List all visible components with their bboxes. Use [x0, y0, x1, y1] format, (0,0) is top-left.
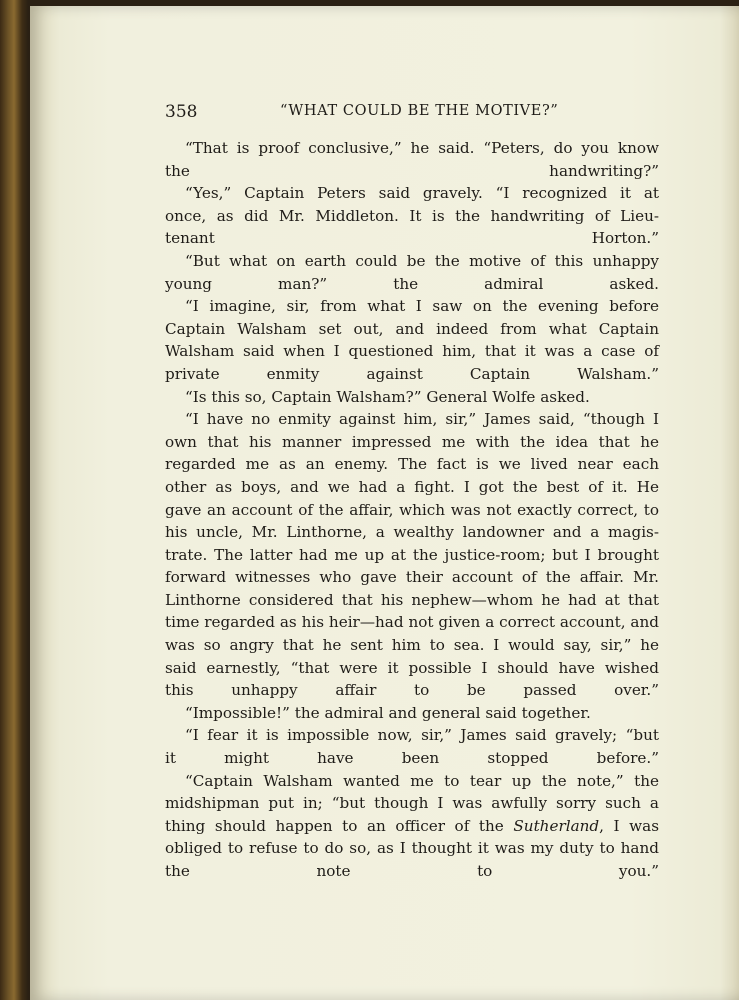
text-line: “Yes,” Captain Peters said gravely. “I recognized it at: [185, 184, 659, 203]
paragraph: [165, 386, 659, 409]
paragraph: [165, 182, 659, 250]
text-line: other as boys, and we had a fight. I got the best of it. He: [165, 477, 659, 496]
paragraph: [165, 770, 659, 883]
text-line: was so angry that he sent him to sea. I would say, sir,” he: [165, 636, 659, 655]
text-line: this unhappy affair to be passed over.”: [165, 681, 659, 700]
text-line: trate. The latter had me up at the justice-room; but I brought: [165, 545, 659, 564]
text-line: own that his manner impressed me with the idea that he: [165, 432, 659, 451]
text-line: “Is this so, Captain Walsham?” General Wolfe asked.: [185, 387, 590, 406]
page-number: 358: [165, 102, 198, 122]
text-line: “Captain Walsham wanted me to tear up the note,” the: [185, 771, 659, 790]
text-line: said earnestly, “that were it possible I should have wished: [165, 658, 659, 677]
text-line: Captain Walsham set out, and indeed from what Captain: [165, 319, 659, 338]
text-line: Linthorne considered that his nephew—whom he had at that: [165, 590, 659, 609]
running-head: [165, 102, 665, 126]
paragraph: [165, 295, 659, 385]
ship-name: Sutherland: [513, 816, 600, 835]
chapter-title: “WHAT COULD BE THE MOTIVE?”: [280, 103, 559, 119]
text-line: obliged to refuse to do so, as I thought it was my duty to hand: [165, 839, 659, 858]
text-line: private enmity against Captain Walsham.”: [165, 364, 659, 383]
text-line: once, as did Mr. Middleton. It is the handwriting of Lieu-: [165, 206, 659, 225]
text-line: his uncle, Mr. Linthorne, a wealthy landowner and a magis-: [165, 523, 659, 542]
paragraph: [165, 702, 659, 725]
paragraph: [165, 724, 659, 769]
text-line: , I was: [599, 816, 659, 835]
text-line: gave an account of the affair, which was not exactly correct, to: [165, 500, 659, 519]
text-line: “I have no enmity against him, sir,” James said, “though I: [185, 410, 659, 429]
book-page: [30, 6, 739, 1000]
text-line: “I imagine, sir, from what I saw on the evening before: [185, 297, 659, 316]
text-line: “I fear it is impossible now, sir,” James said gravely; “but: [185, 726, 659, 745]
body-text: [165, 137, 659, 883]
text-line: “That is proof conclusive,” he said. “Peters, do you know: [185, 139, 659, 157]
text-line: Walsham said when I questioned him, that it was a case of: [165, 342, 659, 361]
text-line: forward witnesses who gave their account of the affair. Mr.: [165, 568, 659, 587]
text-line: time regarded as his heir—had not given a correct account, and: [165, 613, 659, 632]
text-line: thing should happen to an officer of the: [165, 816, 514, 835]
text-line: young man?” the admiral asked.: [165, 274, 659, 293]
paragraph: [165, 408, 659, 702]
text-line: midshipman put in; “but though I was awfully sorry such a: [165, 794, 659, 813]
text-line: regarded me as an enemy. The fact is we lived near each: [165, 455, 659, 474]
text-line: the note to you.”: [165, 862, 659, 880]
paragraph: [165, 137, 659, 182]
paragraph: [165, 250, 659, 295]
text-line: the handwriting?”: [165, 161, 659, 180]
text-line: “But what on earth could be the motive of this unhappy: [185, 251, 659, 270]
text-line: it might have been stopped before.”: [165, 749, 659, 768]
text-line: tenant Horton.”: [165, 229, 659, 248]
text-line: “Impossible!” the admiral and general said together.: [185, 703, 591, 722]
